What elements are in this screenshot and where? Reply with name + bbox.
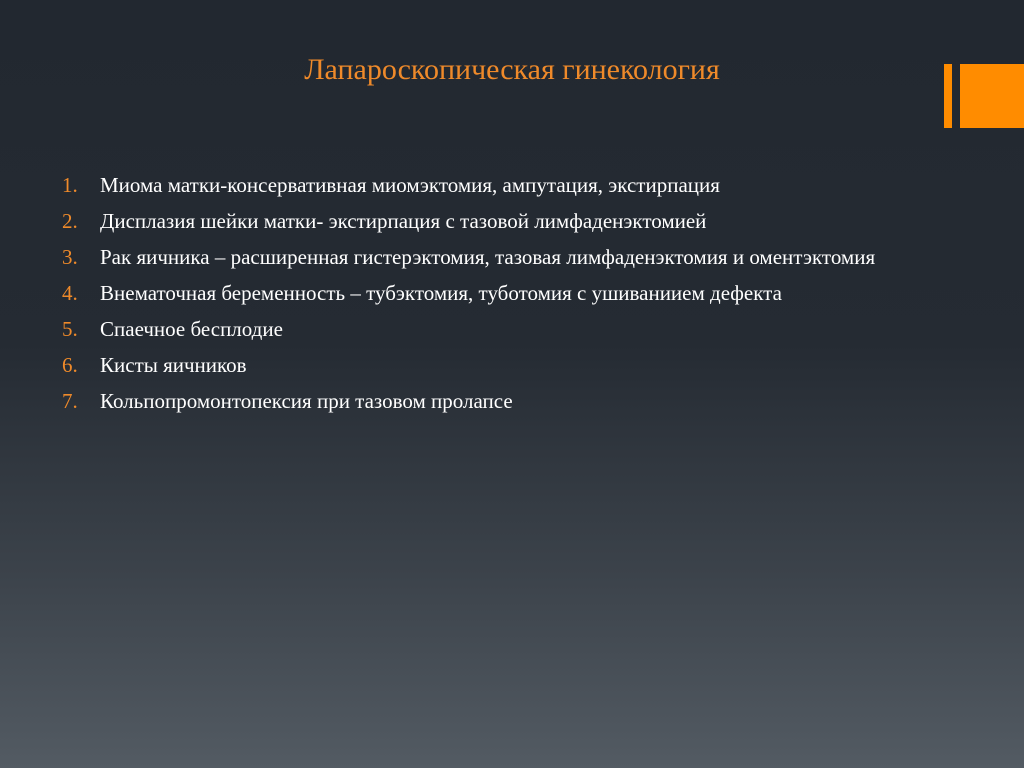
list-item-text: Рак яичника – расширенная гистерэктомия, тазовая лимфаденэктомия и оментэктомия bbox=[100, 245, 876, 269]
slide-title: Лапароскопическая гинекология bbox=[304, 53, 720, 86]
list-item bbox=[62, 278, 962, 308]
list-item bbox=[62, 206, 962, 236]
list-item-text: Внематочная беременность – тубэктомия, туботомия с ушиваниием дефекта bbox=[100, 281, 782, 305]
list-item bbox=[62, 314, 962, 344]
accent-bar-thin bbox=[944, 64, 952, 128]
list-item bbox=[62, 350, 962, 380]
list-item-text: Кольпопромонтопексия при тазовом пролапсе bbox=[100, 389, 513, 413]
list-item bbox=[62, 170, 962, 200]
bullet-list bbox=[62, 170, 962, 422]
list-item-number: 7. bbox=[62, 389, 78, 413]
list-item-text: Миома матки-консервативная миомэктомия, ампутация, экстирпация bbox=[100, 173, 720, 197]
accent-bar-thick bbox=[960, 64, 1024, 128]
list-item-text: Кисты яичников bbox=[100, 353, 247, 377]
list-item bbox=[62, 242, 962, 272]
list-item-number: 4. bbox=[62, 281, 78, 305]
list-item-number: 3. bbox=[62, 245, 78, 269]
list-item-number: 5. bbox=[62, 317, 78, 341]
list-item-number: 1. bbox=[62, 173, 78, 197]
list-item-number: 6. bbox=[62, 353, 78, 377]
list-item bbox=[62, 386, 962, 416]
list-item-text: Дисплазия шейки матки- экстирпация с тазовой лимфаденэктомией bbox=[100, 209, 707, 233]
list-item-number: 2. bbox=[62, 209, 78, 233]
list-item-text: Спаечное бесплодие bbox=[100, 317, 283, 341]
